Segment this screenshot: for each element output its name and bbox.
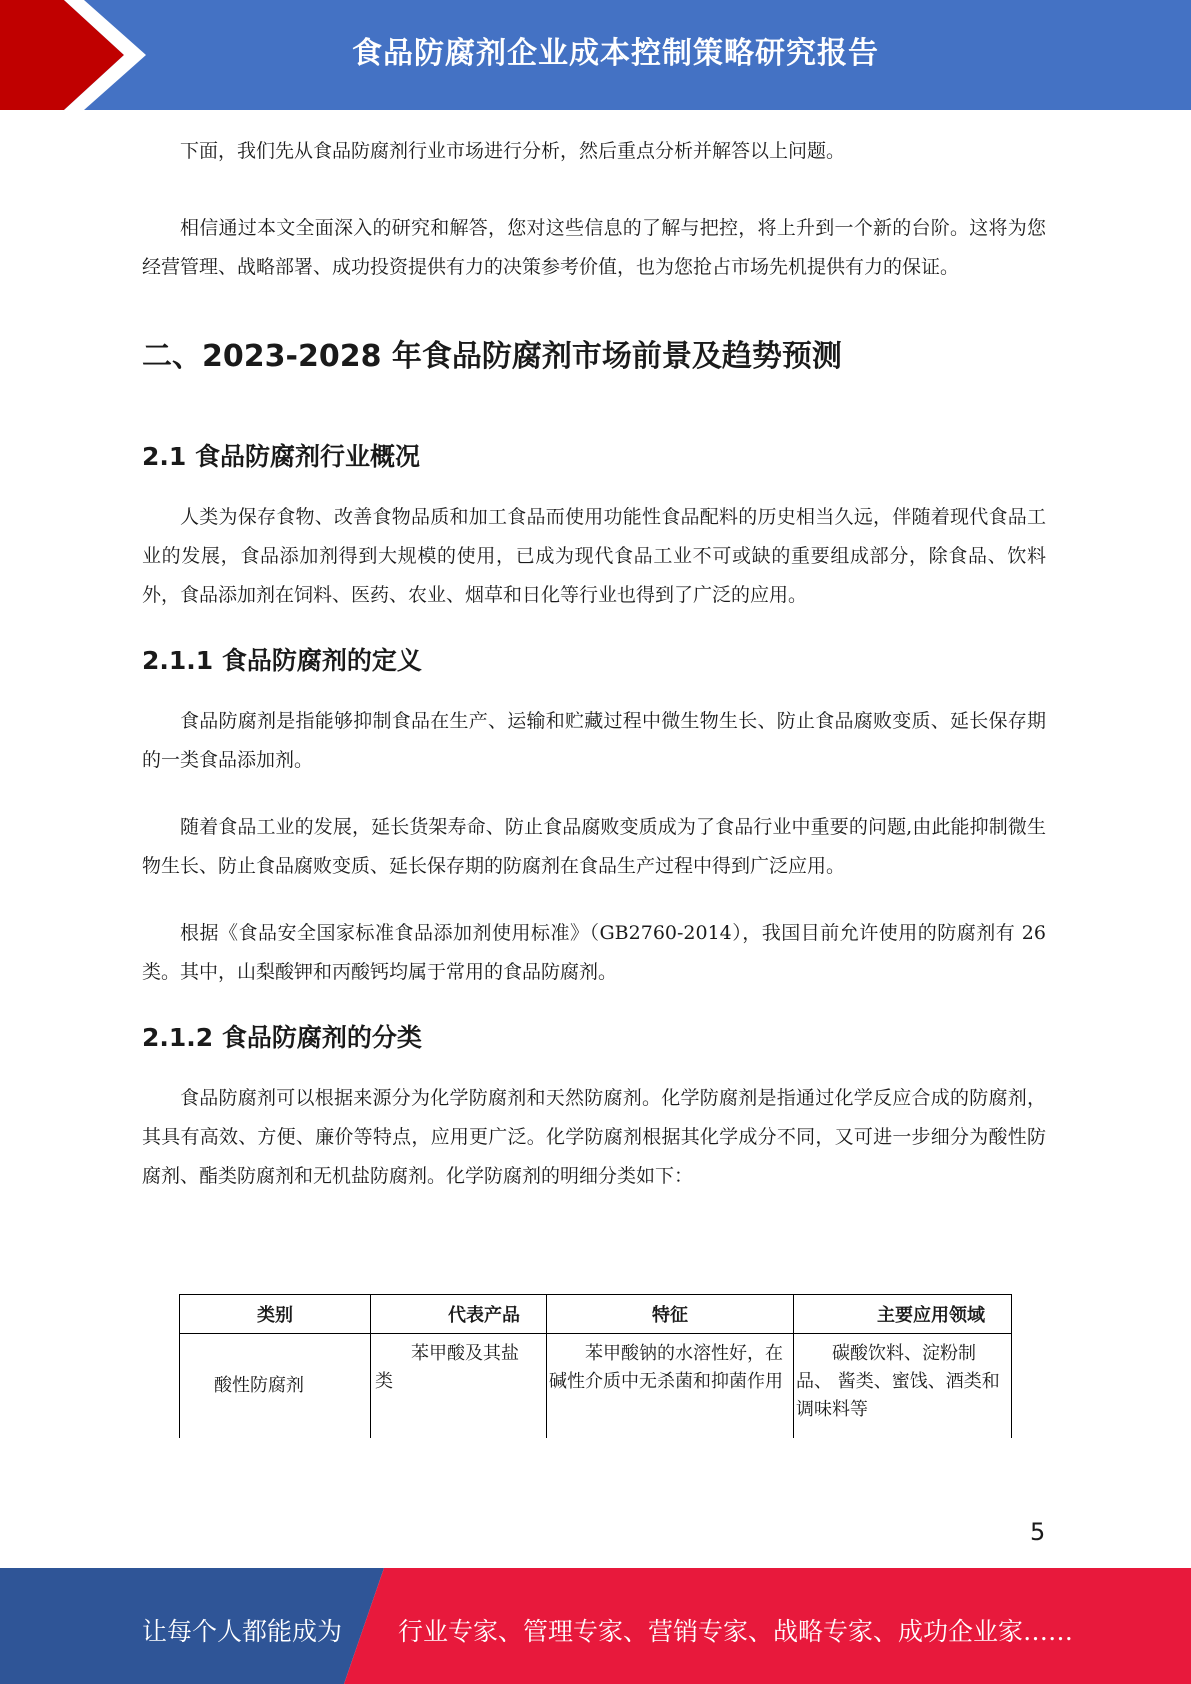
subsection-2-1-title: 2.1 食品防腐剂行业概况 xyxy=(142,442,420,471)
table-row xyxy=(180,1334,1012,1439)
table-header-product: 代表产品 xyxy=(371,1295,547,1334)
intro-paragraph-1: 下面，我们先从食品防腐剂行业市场进行分析，然后重点分析并解答以上问题。 xyxy=(180,140,846,162)
header-title: 食品防腐剂企业成本控制策略研究报告 xyxy=(352,36,879,71)
table-cell-application: 碳酸饮料、淀粉制品、 酱类、蜜饯、酒类和 调味料等 xyxy=(794,1334,1012,1439)
definition-paragraph-3: 根据《食品安全国家标准食品添加剂使用标准》（GB2760-2014），我国目前允许使用的防腐剂有 26 类。其中，山梨酸钾和丙酸钙均属于常用的食品防腐剂。 xyxy=(142,922,1046,983)
page-header xyxy=(0,0,1191,110)
table-header-application: 主要应用领域 xyxy=(794,1295,1012,1334)
subsection-2-1-1-title: 2.1.1 食品防腐剂的定义 xyxy=(142,646,422,675)
table-header-category: 类别 xyxy=(180,1295,371,1334)
section-title: 二、2023-2028 年食品防腐剂市场前景及趋势预测 xyxy=(142,339,842,374)
document-body xyxy=(142,132,1046,1196)
subsection-2-1-2-title: 2.1.2 食品防腐剂的分类 xyxy=(142,1023,422,1052)
table-cell-feature: 苯甲酸钠的水溶性好，在 碱性介质中无杀菌和抑菌作用 xyxy=(547,1334,794,1439)
footer-slogan-right: 行业专家、管理专家、营销专家、战略专家、成功企业家…… xyxy=(398,1617,1074,1646)
table-cell-product: 苯甲酸及其盐类 xyxy=(371,1334,547,1439)
table-header-feature: 特征 xyxy=(547,1295,794,1334)
classification-paragraph: 食品防腐剂可以根据来源分为化学防腐剂和天然防腐剂。化学防腐剂是指通过化学反应合成的防腐剂，其具有高效、方便、廉价等特点，应用更广泛。化学防腐剂根据其化学成分不同，又可进一步细分为酸性防腐剂、酯类防腐剂和无机盐防腐剂。化学防腐剂的明细分类如下： xyxy=(142,1087,1046,1187)
page-footer xyxy=(0,1568,1191,1684)
intro-paragraph-2: 相信通过本文全面深入的研究和解答，您对这些信息的了解与把控，将上升到一个新的台阶。这将为您经营管理、战略部署、成功投资提供有力的决策参考价值，也为您抢占市场先机提供有力的保证。 xyxy=(142,217,1046,278)
table-cell-category: 酸性防腐剂 xyxy=(180,1334,371,1439)
footer-slogan-left: 让每个人都能成为 xyxy=(142,1617,343,1646)
subsection-2-1-paragraph: 人类为保存食物、改善食物品质和加工食品而使用功能性食品配料的历史相当久远，伴随着现代食品工业的发展，食品添加剂得到大规模的使用，已成为现代食品工业不可或缺的重要组成部分，除食品、饮料外，食品添加剂在饲料、医药、农业、烟草和日化等行业也得到了广泛的应用。 xyxy=(142,506,1046,606)
table-header-row xyxy=(180,1295,1012,1334)
classification-table xyxy=(179,1294,1012,1438)
definition-paragraph-1: 食品防腐剂是指能够抑制食品在生产、运输和贮藏过程中微生物生长、防止食品腐败变质、延长保存期的一类食品添加剂。 xyxy=(142,710,1046,771)
definition-paragraph-2: 随着食品工业的发展，延长货架寿命、防止食品腐败变质成为了食品行业中重要的问题,由此能抑制微生物生长、防止食品腐败变质、延长保存期的防腐剂在食品生产过程中得到广泛应用。 xyxy=(142,816,1046,877)
page-number: 5 xyxy=(1030,1518,1046,1546)
